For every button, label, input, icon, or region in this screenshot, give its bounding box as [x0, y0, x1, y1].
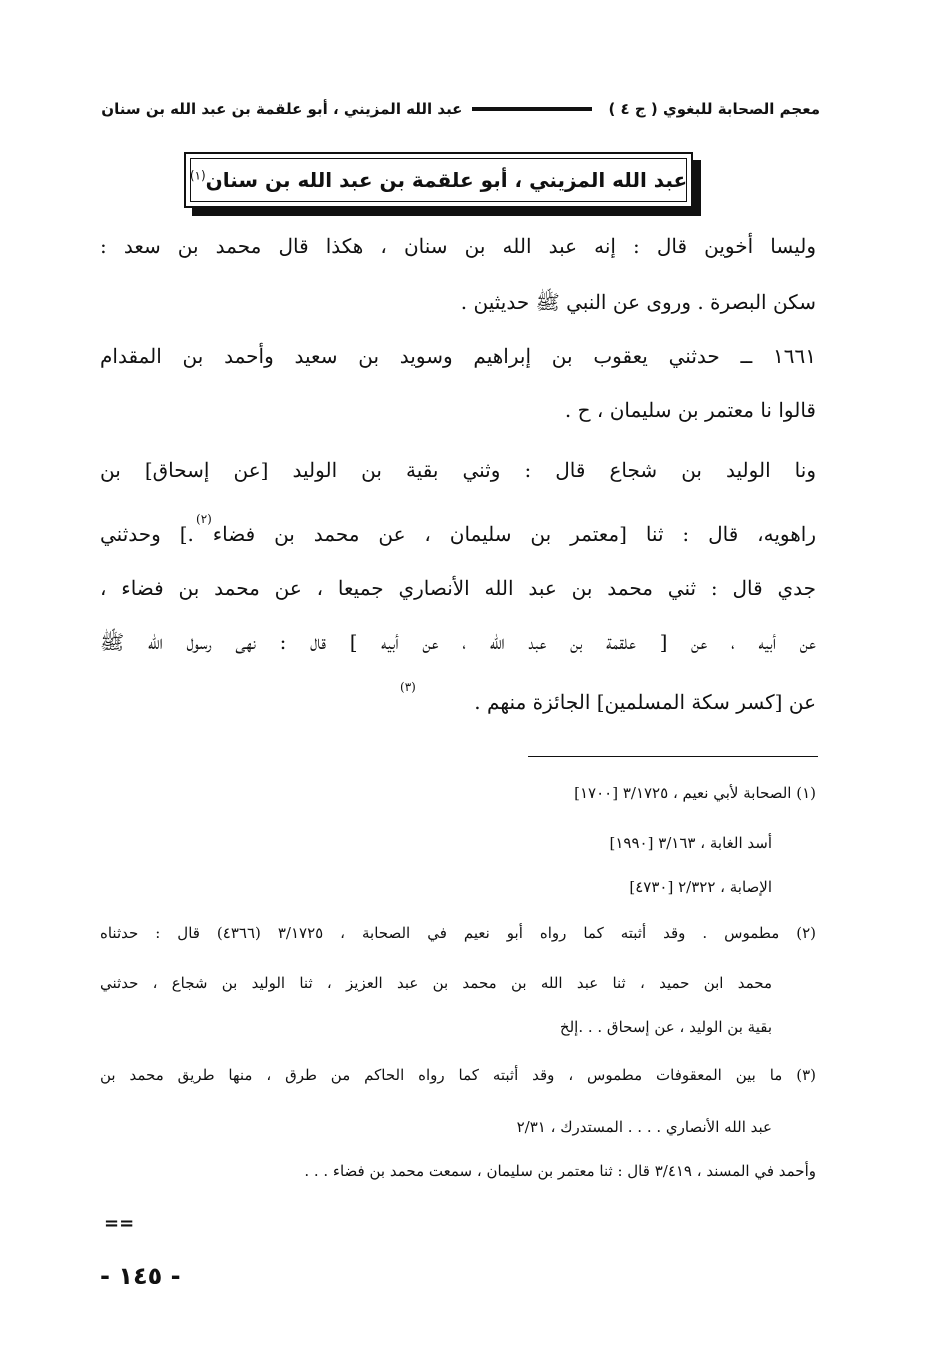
- footnote-1-line-3: الإصابة ، ٢/٣٢٢ [٤٧٣٠]: [629, 878, 772, 896]
- body-line-7: جدي قال : ثني محمد بن عبد الله الأنصاري جميعا ، عن محمد بن فضاء ،: [100, 576, 816, 600]
- footnote-1-line-2: أسد الغابة ، ٣/١٦٣ [١٩٩٠]: [609, 834, 772, 852]
- footnote-ref-2: (٢): [196, 512, 212, 526]
- footnote-2-line-3: بقية بن الوليد ، عن إسحاق . . .إلخ: [559, 1018, 772, 1036]
- footnote-2-line-2: محمد ابن حميد ، ثنا عبد الله بن محمد بن عبد العزيز ، ثنا الوليد بن شجاع ، حدثني: [100, 974, 772, 992]
- body-line-1: وليسا أخوين قال : إنه عبد الله بن سنان ، هكذا قال محمد بن سعد :: [100, 234, 816, 258]
- header-rule: [472, 107, 592, 111]
- footnote-separator: [528, 756, 818, 757]
- footnote-2-line-1: (٢) مطموس . وقد أثبته كما رواه أبو نعيم في الصحابة ، ٣/١٧٢٥ (٤٣٦٦) قال : حدثناه: [100, 924, 816, 942]
- body-line-2: سكن البصرة . وروى عن النبي ﷺ حديثين .: [460, 290, 816, 314]
- body-line-5: ونا الوليد بن شجاع قال : وثني بقية بن الوليد [عن إسحاق] بن: [100, 458, 816, 482]
- footnote-3-line-2: عبد الله الأنصاري . . . . المستدرك ، ٢/٣١: [516, 1118, 772, 1136]
- chapter-title-text: عبد الله المزيني ، أبو علقمة بن عبد الله بن سنان: [205, 168, 688, 192]
- page-number: - ١٤٥ -: [100, 1262, 181, 1290]
- footnote-ref-3: (٣): [400, 680, 416, 694]
- body-line-3: ١٦٦١ ــ حدثني يعقوب بن إبراهيم وسويد بن سعيد وأحمد بن المقدام: [100, 344, 816, 368]
- footnote-3-line-3: وأحمد في المسند ، ٣/٤١٩ قال : ثنا معتمر بن سليمان ، سمعت محمد بن فضاء . . .: [304, 1162, 816, 1180]
- footnote-ref-1: (١): [189, 168, 206, 183]
- footnote-1-line-1: (١) الصحابة لأبي نعيم ، ٣/١٧٢٥ [١٧٠٠]: [574, 784, 816, 802]
- body-line-8: عن أبيه ، عن [ علقمة بن عبد الله ، عن أبيه ] قال : نهى رسول الله ﷺ: [100, 630, 816, 654]
- end-mark: ==: [104, 1213, 135, 1234]
- body-line-9: عن [كسر سكة المسلمين] الجائزة منهم .: [474, 690, 816, 714]
- chapter-title: [190, 168, 687, 192]
- footnote-3-line-1: (٣) ما بين المعقوفات مطموس ، وقد أثبته كما رواه الحاكم من طرق ، منها طريق محمد بن: [100, 1066, 816, 1084]
- section-header: عبد الله المزيني ، أبو علقمة بن عبد الله بن سنان: [101, 100, 463, 118]
- chapter-title-box: [184, 152, 693, 208]
- body-line-4: قالوا نا معتمر بن سليمان ، ح .: [564, 398, 816, 422]
- book-title-header: معجم الصحابة للبغوي ( ج ٤ ): [608, 100, 820, 118]
- running-header: [100, 92, 820, 126]
- body-line-6-text: راهويه، قال : ثنا [معتمر بن سليمان ، عن محمد بن فضاء .] وحدثني: [100, 522, 816, 546]
